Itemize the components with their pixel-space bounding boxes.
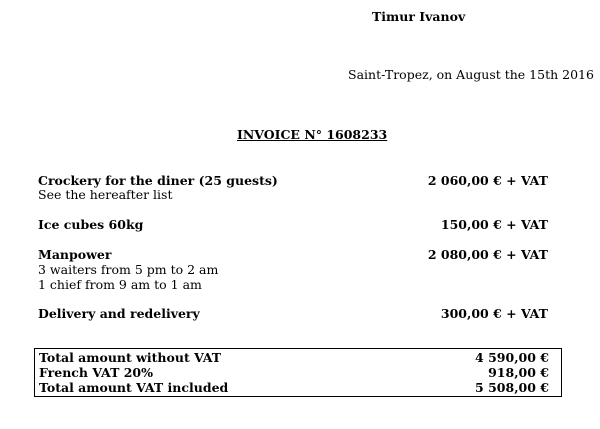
total-value: 5 508,00 €	[475, 380, 549, 395]
total-value: 918,00 €	[488, 365, 549, 380]
line-item-price: 2 080,00 € + VAT	[427, 247, 548, 262]
sender-name: Timur Ivanov	[372, 9, 466, 24]
totals-box	[34, 348, 562, 397]
total-value: 4 590,00 €	[475, 350, 549, 365]
place-and-date: Saint-Tropez, on August the 15th 2016	[348, 67, 594, 82]
line-item-detail: See the hereafter list	[38, 187, 173, 202]
line-item-label: Delivery and redelivery	[38, 306, 200, 321]
total-row-without-vat	[39, 350, 549, 365]
line-item-price: 2 060,00 € + VAT	[427, 173, 548, 188]
total-label: Total amount without VAT	[39, 350, 222, 365]
total-label: Total amount VAT included	[39, 380, 229, 395]
total-label: French VAT 20%	[39, 365, 154, 380]
line-item-label: Crockery for the diner (25 guests)	[38, 173, 278, 188]
total-row-vat-included	[39, 380, 549, 395]
line-item-price: 150,00 € + VAT	[440, 217, 548, 232]
invoice-title: INVOICE N° 1608233	[237, 127, 388, 142]
line-item-detail: 1 chief from 9 am to 1 am	[38, 277, 202, 292]
total-row-vat	[39, 365, 549, 380]
line-item-price: 300,00 € + VAT	[440, 306, 548, 321]
line-item-label: Manpower	[38, 247, 112, 262]
line-item-label: Ice cubes 60kg	[38, 217, 144, 232]
line-item-detail: 3 waiters from 5 pm to 2 am	[38, 262, 219, 277]
